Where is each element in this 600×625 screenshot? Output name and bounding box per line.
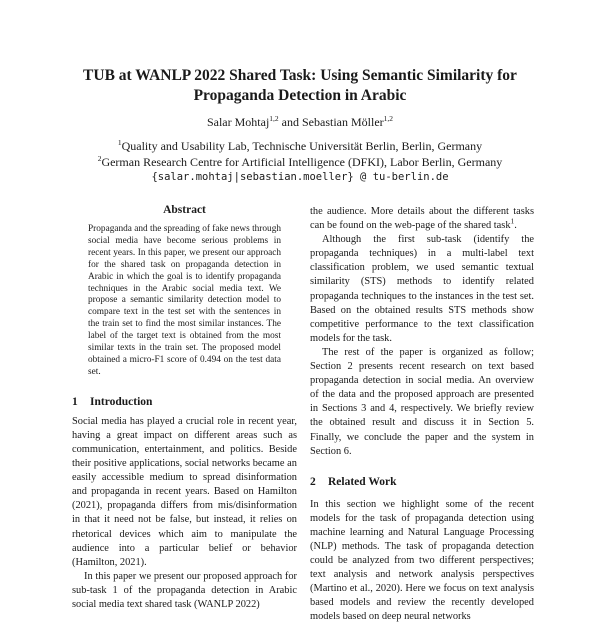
affiliation-1 <box>40 138 560 154</box>
intro-paragraph-organization: The rest of the paper is organized as follow; Section 2 presents recent research on text based propaganda detection in social media. An overview of the data and the proposed approach are presented in Sections 3 and 4, respectively. We briefly review the obtained result and discuss it in Section 5. Finally, we conclude the paper and the system in Section 6. <box>310 346 534 457</box>
affiliation-2-mark: 2 <box>97 154 102 163</box>
author-1-name: Salar Mohtaj <box>206 115 270 129</box>
left-column <box>72 203 297 610</box>
related-work-paragraph: In this section we highlight some of the recent models for the task of propaganda detection using machine learning and Natural Language Processing (NLP) methods. The task of propaganda detection could be analyzed from two different perspectives; text analysis and network analysis perspectives (Martino et al., 2020). Here we focus on text analysis based models and review the recently developed models based on deep neural networks <box>310 498 534 623</box>
related-work-number: 2 <box>310 475 316 488</box>
author-2-affiliation-mark: 1,2 <box>383 114 394 123</box>
introduction-heading <box>72 395 297 409</box>
abstract-heading: Abstract <box>163 204 206 216</box>
right-column <box>310 205 534 623</box>
author-list <box>60 114 540 130</box>
affiliation-1-mark: 1 <box>117 138 122 147</box>
introduction-paragraph-2: In this paper we present our proposed approach for sub-task 1 of the propaganda detection in Arabic social media text shared task (WANLP 2022) <box>72 570 297 610</box>
title-line-2: Propaganda Detection in Arabic <box>193 87 407 104</box>
affiliation-2 <box>40 154 560 170</box>
introduction-paragraph-2-container <box>72 570 297 610</box>
related-work-heading <box>310 475 534 489</box>
introduction-title: Introduction <box>90 395 153 408</box>
title-line-1: TUB at WANLP 2022 Shared Task: Using Semantic Similarity for <box>83 67 517 84</box>
affiliation-2-text: German Research Centre for Artificial Intelligence (DFKI), Labor Berlin, Germany <box>101 155 503 169</box>
author-2-name: Sebastian Möller <box>302 115 384 129</box>
introduction-number: 1 <box>72 395 78 408</box>
footnote-mark: 1 <box>510 216 515 226</box>
intro-continued-paragraph <box>310 205 534 233</box>
intro-continued-text: the audience. More details about the different tasks can be found on the web-page of the shared task <box>310 206 534 232</box>
abstract-text: Propaganda and the spreading of fake news through social media have become serious problems in recent years. In this paper, we present our approach for the shared task on propaganda detection in Arabic in which the goal is to identify propaganda techniques in the Arabic social media text. We propose a semantic similarity detection model to compare text in the test set with the sentences in the train set to find the most similar instances. The label of the target text is obtained from the most similar texts in the train set. The proposed model obtained a micro-F1 score of 0.494 on the test data set. <box>88 224 281 377</box>
intro-continued-end: . <box>514 220 517 232</box>
author-conjunction: and <box>278 115 302 129</box>
intro-paragraph-sts: Although the first sub-task (identify the propaganda techniques) in a multi-label text classification problem, we used semantic textual similarity (STS) methods to identify related propaganda techniques to the instances in the test set. Based on the obtained results STS methods show competitive performance to the text classification models for the task. <box>310 234 534 344</box>
related-work-title: Related Work <box>328 475 397 488</box>
affiliation-1-text: Quality and Usability Lab, Technische Universität Berlin, Berlin, Germany <box>121 139 483 153</box>
paper-title <box>60 66 540 106</box>
related-work-paragraph-container <box>310 498 534 623</box>
author-email: {salar.mohtaj|sebastian.moeller} @ tu-berlin.de <box>151 171 449 183</box>
introduction-paragraph-1: Social media has played a crucial role in recent year, having a great impact on different areas such as communication, entertainment, and politics. Beside their positive applications, social networks became an easily accessible medium to spread disinformation and propaganda in recent years. Based on Hamilton (2021), propaganda differs from mis/disinformation in that it need not be false, but instead, it relies on rhetorical devices which aim to manipulate the audience into a particular belief or behavior (Hamilton, 2021). <box>72 415 297 568</box>
author-1-affiliation-mark: 1,2 <box>269 114 279 123</box>
